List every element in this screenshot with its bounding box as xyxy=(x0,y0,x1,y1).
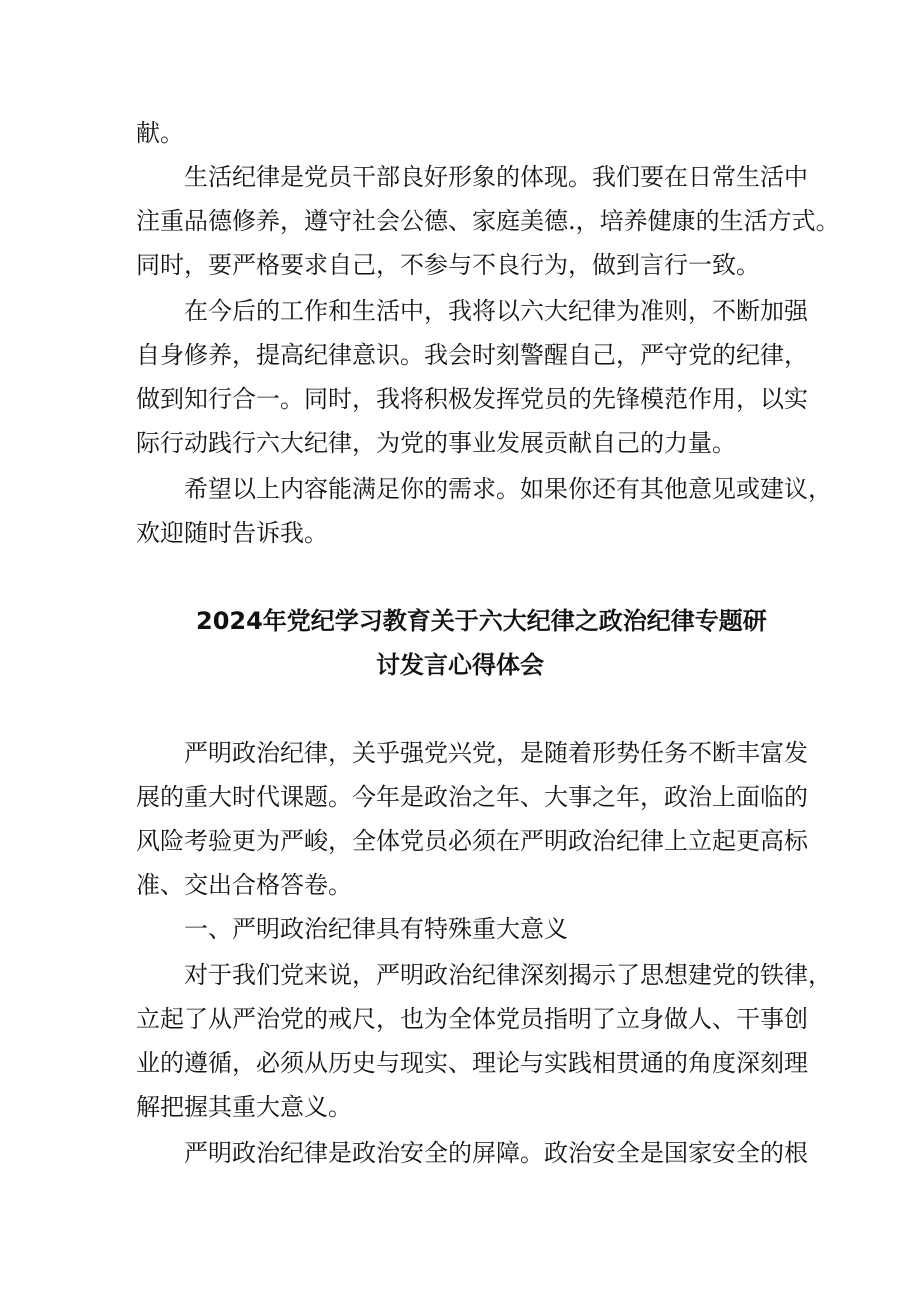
paragraph-line: 同时，要严格要求自己，不参与不良行为，做到言行一致。 xyxy=(136,251,760,279)
paragraph-line: 业的遵循，必须从历史与现实、理论与实践相贯通的角度深刻理 xyxy=(136,1049,808,1077)
paragraph-line: 展的重大时代课题。今年是政治之年、大事之年，政治上面临的 xyxy=(136,783,808,811)
paragraph-line: 献。 xyxy=(136,119,184,147)
paragraph-line: 严明政治纪律，关乎强党兴党，是随着形势任务不断丰富发 xyxy=(184,739,808,767)
paragraph-line: 欢迎随时告诉我。 xyxy=(136,519,328,547)
paragraph-line: 注重品德修养，遵守社会公德、家庭美德.，培养健康的生活方式。 xyxy=(136,207,840,235)
paragraph-line: 做到知行合一。同时，我将积极发挥党员的先锋模范作用，以实 xyxy=(136,385,808,413)
paragraph-line: 生活纪律是党员干部良好形象的体现。我们要在日常生活中 xyxy=(184,163,808,191)
paragraph-line: 风险考验更为严峻，全体党员必须在严明政治纪律上立起更高标 xyxy=(136,827,808,855)
paragraph-line: 自身修养，提高纪律意识。我会时刻警醒自己，严守党的纪律， xyxy=(136,341,808,369)
paragraph-line: 际行动践行六大纪律，为党的事业发展贡献自己的力量。 xyxy=(136,429,736,457)
paragraph-line: 希望以上内容能满足你的需求。如果你还有其他意见或建议， xyxy=(184,475,832,503)
paragraph-line: 准、交出合格答卷。 xyxy=(136,871,352,899)
section-title-line-1: 2024年党纪学习教育关于六大纪律之政治纪律专题研 xyxy=(196,607,767,635)
subheading: 一、严明政治纪律具有特殊重大意义 xyxy=(184,915,568,943)
paragraph-line: 立起了从严治党的戒尺，也为全体党员指明了立身做人、干事创 xyxy=(136,1005,808,1033)
paragraph-line: 在今后的工作和生活中，我将以六大纪律为准则，不断加强 xyxy=(184,297,808,325)
paragraph-line: 对于我们党来说，严明政治纪律深刻揭示了思想建党的铁律， xyxy=(184,961,832,989)
paragraph-line: 严明政治纪律是政治安全的屏障。政治安全是国家安全的根 xyxy=(184,1139,808,1167)
paragraph-line: 解把握其重大意义。 xyxy=(136,1093,352,1121)
section-title-line-2: 讨发言心得体会 xyxy=(376,651,544,679)
